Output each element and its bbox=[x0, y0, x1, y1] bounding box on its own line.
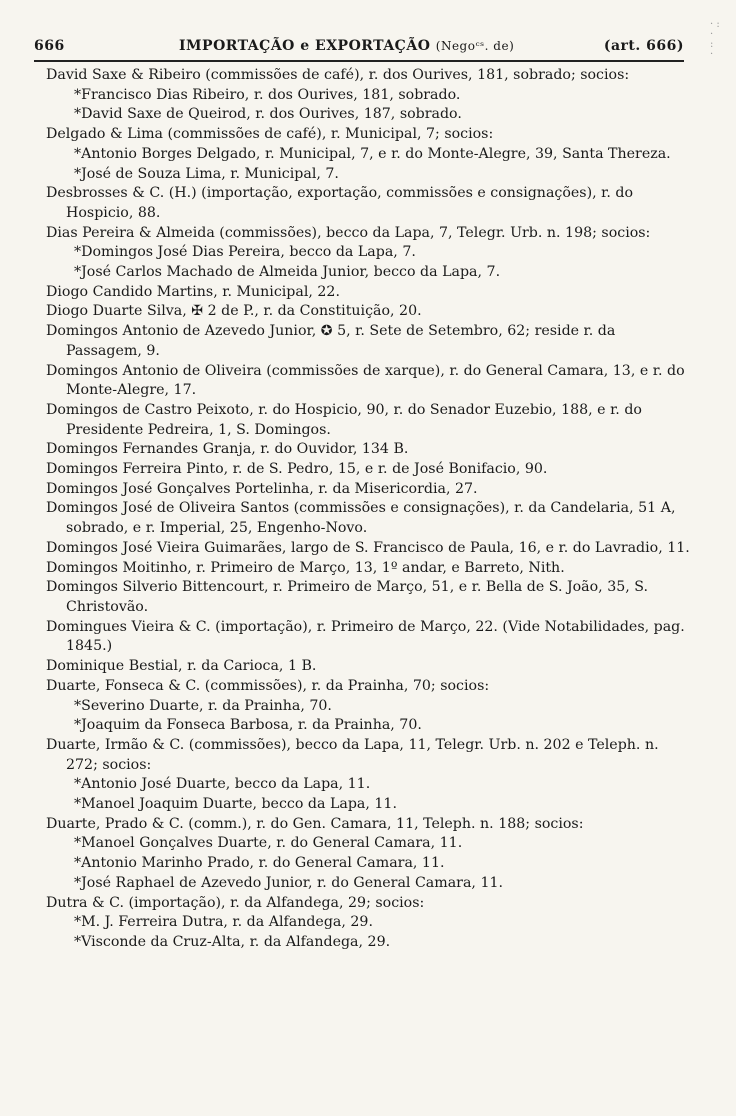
partner-entry: *José Raphael de Azevedo Junior, r. do General Camara, 11. bbox=[74, 874, 504, 891]
directory-entry: Domingues Vieira & C. (importação), r. Primeiro de Março, 22. (Vide Notabilidades, pag. 1845.) bbox=[46, 618, 685, 655]
directory-entry: Duarte, Prado & C. (comm.), r. do Gen. Camara, 11, Teleph. n. 188; socios: bbox=[46, 815, 584, 832]
partner-entry: *Antonio Borges Delgado, r. Municipal, 7, e r. do Monte-Alegre, 39, Santa Thereza. bbox=[74, 145, 671, 162]
directory-entry: Delgado & Lima (commissões de café), r. Municipal, 7; socios: bbox=[46, 126, 494, 143]
directory-entry: Diogo Duarte Silva, ✠ 2 de P., r. da Constituição, 20. bbox=[46, 303, 422, 320]
directory-entry: Domingos José Gonçalves Portelinha, r. da Misericordia, 27. bbox=[46, 480, 478, 497]
directory-entry: David Saxe & Ribeiro (commissões de café), r. dos Ourives, 181, sobrado; socios: bbox=[46, 67, 630, 83]
directory-entry: Domingos Antonio de Oliveira (commissões de xarque), r. do General Camara, 13, e r. do Monte-Alegre, 17. bbox=[46, 362, 685, 399]
directory-entry: Duarte, Irmão & C. (commissões), becco da Lapa, 11, Telegr. Urb. n. 202 e Teleph. n. 272; socios: bbox=[46, 736, 659, 773]
directory-entry: Duarte, Fonseca & C. (commissões), r. da Prainha, 70; socios: bbox=[46, 677, 490, 694]
margin-marks: · : · : · bbox=[710, 19, 720, 60]
directory-entry: Domingos José de Oliveira Santos (commissões e consignações), r. da Candelaria, 51 A, sobrado, e r. Imperial, 25, Engenho-Novo. bbox=[46, 500, 676, 537]
partner-entry: *Antonio Marinho Prado, r. do General Camara, 11. bbox=[74, 855, 445, 872]
directory-entry: Dutra & C. (importação), r. da Alfandega, 29; socios: bbox=[46, 894, 425, 911]
partner-entry: *José Carlos Machado de Almeida Junior, becco da Lapa, 7. bbox=[74, 264, 501, 281]
page-title bbox=[179, 38, 514, 54]
header-subtitle: (Negoᶜˢ. de) bbox=[435, 39, 515, 53]
directory-entry: Domingos Antonio de Azevedo Junior, ✪ 5, r. Sete de Setembro, 62; reside r. da Passagem, 9. bbox=[46, 323, 616, 359]
directory-entry: Domingos José Vieira Guimarães, largo de S. Francisco de Paula, 16, e r. do Lavradio, 11. bbox=[46, 539, 690, 556]
partner-entry: *Manoel Gonçalves Duarte, r. do General Camara, 11. bbox=[74, 835, 463, 852]
directory-entry: Domingos de Castro Peixoto, r. do Hospicio, 90, r. do Senador Euzebio, 188, e r. do Presidente Pedreira, 1, S. Domingos. bbox=[46, 401, 642, 438]
header-title: IMPORTAÇÃO e EXPORTAÇÃO bbox=[179, 38, 431, 54]
partner-entry: *M. J. Ferreira Dutra, r. da Alfandega, 29. bbox=[74, 914, 373, 931]
partner-entry: *Domingos José Dias Pereira, becco da Lapa, 7. bbox=[74, 244, 416, 261]
partner-entry: *Joaquim da Fonseca Barbosa, r. da Prainha, 70. bbox=[74, 717, 422, 734]
partner-entry: *Visconde da Cruz-Alta, r. da Alfandega, 29. bbox=[74, 933, 391, 950]
header-rule bbox=[34, 60, 684, 62]
partner-entry: *Manoel Joaquim Duarte, becco da Lapa, 11. bbox=[74, 796, 397, 813]
partner-entry: *Severino Duarte, r. da Prainha, 70. bbox=[74, 697, 332, 714]
directory-entry: Diogo Candido Martins, r. Municipal, 22. bbox=[46, 283, 340, 300]
directory-entry: Dominique Bestial, r. da Carioca, 1 B. bbox=[46, 658, 317, 675]
page-header bbox=[34, 34, 684, 58]
article-number: (art. 666) bbox=[603, 38, 684, 54]
directory-entry: Domingos Fernandes Granja, r. do Ouvidor, 134 B. bbox=[46, 441, 409, 458]
directory-entry: Domingos Ferreira Pinto, r. de S. Pedro, 15, e r. de José Bonifacio, 90. bbox=[46, 461, 548, 478]
partner-entry: *Francisco Dias Ribeiro, r. dos Ourives, 181, sobrado. bbox=[74, 86, 461, 103]
partner-entry: *David Saxe de Queirod, r. dos Ourives, 187, sobrado. bbox=[74, 106, 462, 123]
directory-entry: Desbrosses & C. (H.) (importação, exportação, commissões e consignações), r. do Hospicio, 88. bbox=[46, 185, 633, 221]
directory-entry: Domingos Moitinho, r. Primeiro de Março, 13, 1º andar, e Barreto, Nith. bbox=[46, 559, 565, 576]
directory-entry: Dias Pereira & Almeida (commissões), becco da Lapa, 7, Telegr. Urb. n. 198; socios: bbox=[46, 224, 651, 241]
entry-list bbox=[46, 66, 692, 953]
partner-entry: *José de Souza Lima, r. Municipal, 7. bbox=[74, 165, 339, 182]
directory-entry: Domingos Silverio Bittencourt, r. Primeiro de Março, 51, e r. Bella de S. João, 35, S. Christovão. bbox=[46, 579, 649, 615]
partner-entry: *Antonio José Duarte, becco da Lapa, 11. bbox=[74, 776, 371, 793]
page-number: 666 bbox=[34, 38, 65, 54]
